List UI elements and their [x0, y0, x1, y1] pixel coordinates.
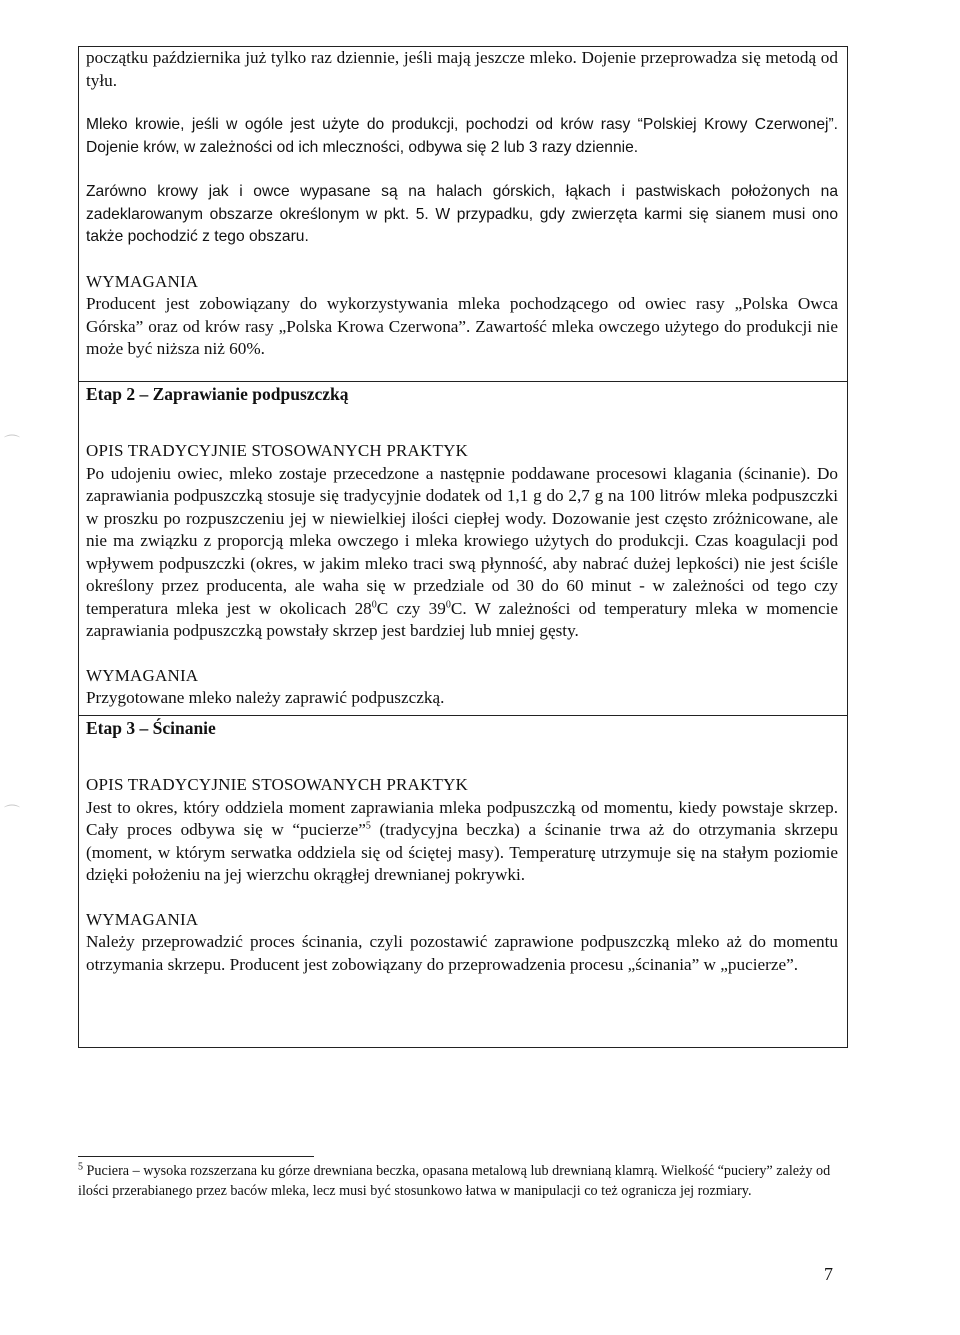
requirements-text: Należy przeprowadzić proces ścinania, czyli pozostawić zaprawione podpuszczką mleko aż do momentu otrzymania skrzepu. Producent jest zobowiązany do przeprowadzenia procesu „ścinania” w „pucierze”.: [86, 932, 838, 974]
paragraph-grazing: Zarówno krowy jak i owce wypasane są na halach górskich, łąkach i pastwiskach położonych na zadeklarowanym obszarze określonym w pkt. 5. W przypadku, gdy zwierzęta karmi się sianem musi ono także pochodzić z tego obszaru.: [86, 183, 838, 245]
paragraph-cow-milk: Mleko krowie, jeśli w ogóle jest użyte do produkcji, pochodzi od krów rasy “Polskiej Krowy Czerwonej”. Dojenie krów, w zależności od ich mleczności, odbywa się 2 lub 3 razy dziennie.: [86, 116, 838, 156]
footnote-reference: 5: [365, 820, 371, 832]
requirements-text: Przygotowane mleko należy zaprawić podpuszczką.: [86, 688, 445, 707]
paragraph-milking-schedule: początku października już tylko raz dziennie, jeśli mają jeszcze mleko. Dojenie przeprowadza się metodą od tyłu.: [86, 48, 838, 90]
stage2-heading: Etap 2 – Zaprawianie podpuszczką: [86, 384, 349, 404]
practices-label: OPIS TRADYCYJNIE STOSOWANYCH PRAKTYK: [86, 441, 469, 460]
page-number: 7: [824, 1264, 833, 1284]
stage3-practices-text: Jest to okres, który oddziela moment zaprawiania mleka podpuszczką od momentu, kiedy powstaje skrzep. Cały proces odbywa się w “pucierze”$^5$ (tradycyjna beczka) a ścinanie trwa aż do otrzymania skrzepu (moment, w którym serwatka oddziela się od ściętej masy). Temperaturę utrzymuje się na stałym poziomie dzięki położeniu na jej wierzchu okrągłej drewnianej pokrywki.: [86, 797, 838, 884]
footnote-divider: [78, 1156, 314, 1157]
stage2-box: [78, 382, 848, 716]
footnote-number: 5: [78, 1161, 83, 1173]
scan-margin-artifact: ⌒: [4, 803, 21, 822]
scan-margin-artifact: ⌒: [4, 433, 21, 452]
requirements-label: WYMAGANIA: [86, 909, 199, 929]
requirements-label: WYMAGANIA: [86, 271, 199, 291]
stage3-heading: Etap 3 – Ścinanie: [86, 718, 216, 738]
stage1-continuation-box: [78, 46, 848, 382]
requirements-text: Producent jest zobowiązany do wykorzystywania mleka pochodzącego od owiec rasy „Polska Owca Górska” oraz od krów rasy „Polska Krowa Czerwona”. Zawartość mleka owczego użytego do produkcji nie może być niższa niż 60%.: [86, 294, 838, 358]
practices-label: OPIS TRADYCYJNIE STOSOWANYCH PRAKTYK: [86, 775, 469, 794]
footnote: $^5$ Puciera – wysoka rozszerzana ku górze drewniana beczka, opasana metalową lub drewnianą klamrą. Wielkość “puciery” zależy od ilości przerabianego przez baców mleka, lecz musi być stosunkowo łatwa w manipulacji co też ogranicza jej rozmiary.: [78, 1161, 831, 1199]
stage2-practices-text: Po udojeniu owiec, mleko zostaje przecedzone a następnie poddawane procesowi klagania (ścinanie). Do zaprawiania podpuszczką stosuje się tradycyjnie dodatek od 1,1 g do 2,7 g na 100 litrów mleka podpuszczki w proszku po rozpuszczeniu jej w niewielkiej ilości ciepłej wody. Dozowanie jest często zróżnicowane, ale nie ma związku z proporcją mleka owczego i mleka krowiego użytych do produkcji. Czas koagulacji pod wpływem podpuszczki (okres, w jakim mleko traci swą płynność, aby nabrać dużej lepkości) nie jest ściśle określony przez producenta, ale waha się w przedziale od 30 do 60 minut - w zależności od tego czy temperatura mleka jest w okolicach $28^0C$ czy $39^0C$. W zależności od temperatury mleka w momencie zaprawiania podpuszczką powstały skrzep jest bardziej lub mniej gęsty.: [86, 463, 838, 640]
stage3-box: [78, 716, 848, 1048]
requirements-label: WYMAGANIA: [86, 665, 199, 685]
